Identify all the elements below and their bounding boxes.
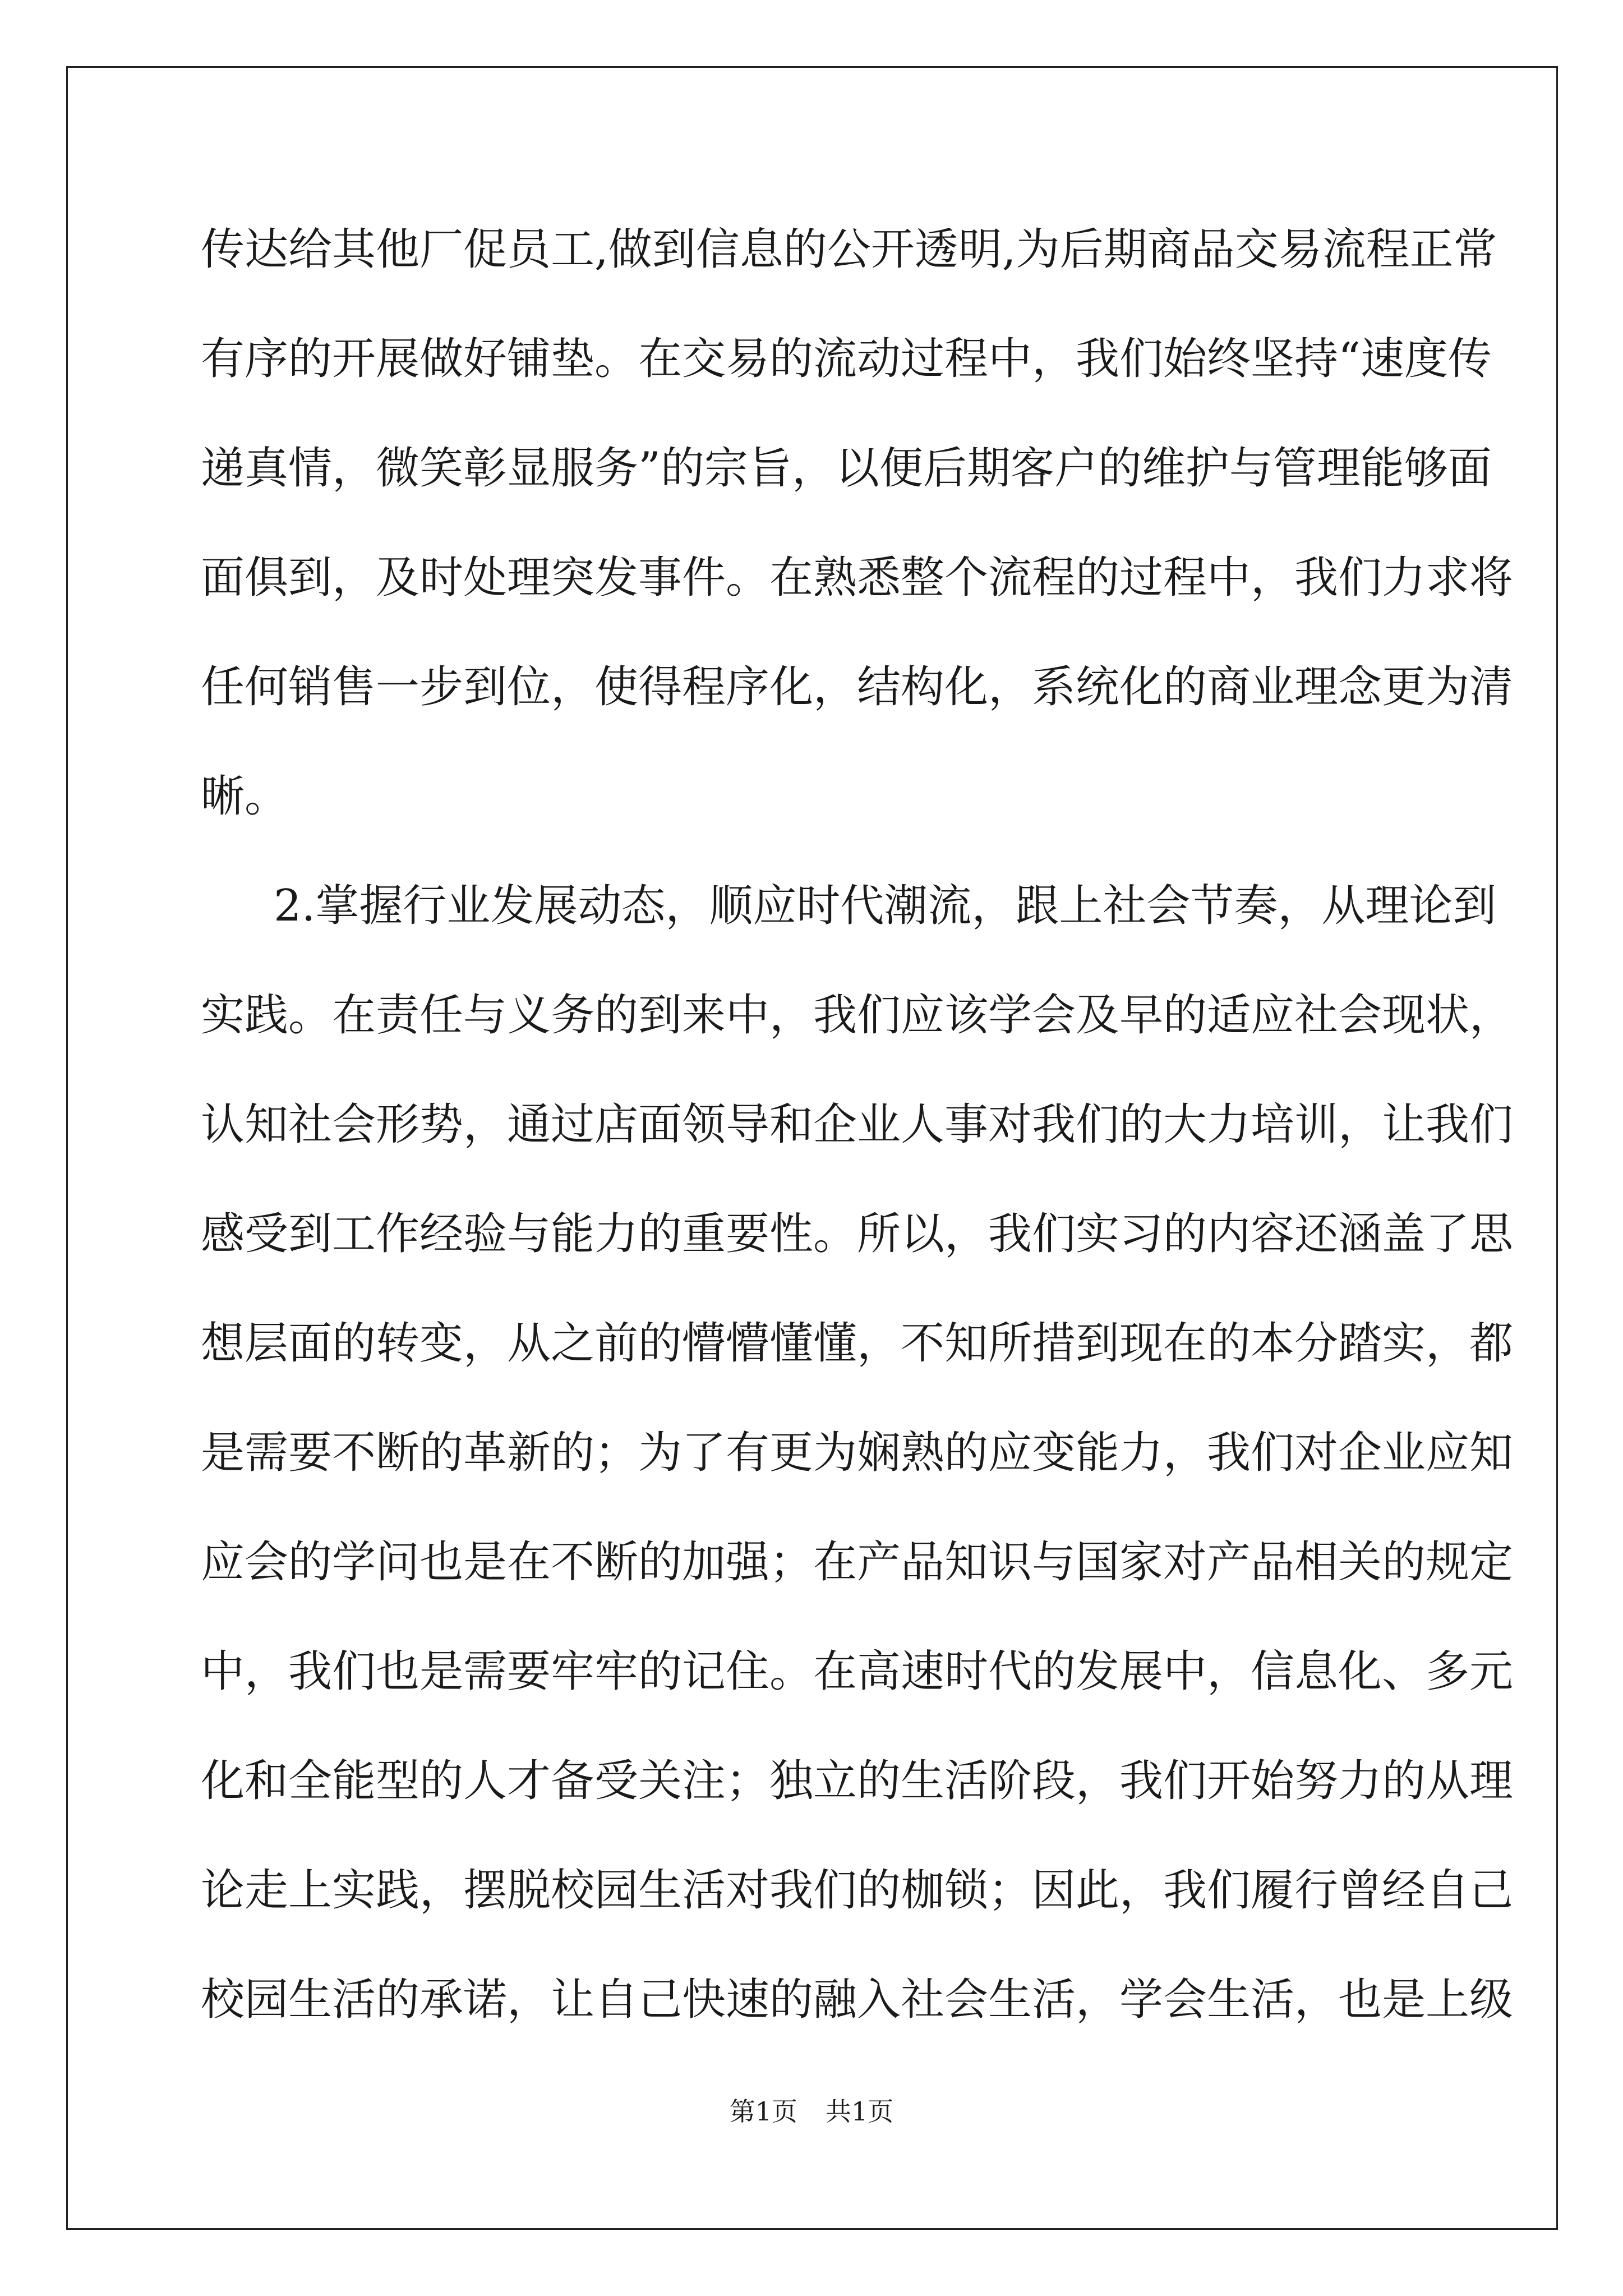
text-line: 想层面的转变，从之前的懵懵懂懂，不知所措到现在的本分踏实，都 <box>201 1318 1514 1369</box>
text-line: 论走上实践，摆脱校园生活对我们的枷锁；因此，我们履行曾经自己 <box>201 1865 1514 1916</box>
text-line: 有序的开展做好铺垫。在交易的流动过程中，我们始终坚持“速度传 <box>201 334 1492 384</box>
text-line: 2.掌握行业发展动态，顺应时代潮流，跟上社会节奏，从理论到 <box>274 881 1497 931</box>
text-line: 化和全能型的人才备受关注；独立的生活阶段，我们开始努力的从理 <box>201 1756 1514 1806</box>
text-line: 是需要不断的革新的；为了有更为娴熟的应变能力，我们对企业应知 <box>201 1428 1514 1478</box>
text-line: 校园生活的承诺，让自己快速的融入社会生活，学会生活，也是上级 <box>201 1975 1514 2025</box>
page-number: 第1页 <box>729 2096 797 2127</box>
text-line: 认知社会形势，通过店面领导和企业人事对我们的大力培训，让我们 <box>201 1099 1514 1150</box>
text-line: 递真情，微笑彰显服务”的宗旨，以便后期客户的维护与管理能够面 <box>201 443 1492 494</box>
text-line: 任何销售一步到位，使得程序化，结构化，系统化的商业理念更为清 <box>201 662 1514 712</box>
text-line: 应会的学问也是在不断的加强；在产品知识与国家对产品相关的规定 <box>201 1537 1514 1588</box>
text-line: 中，我们也是需要牢牢的记住。在高速时代的发展中，信息化、多元 <box>201 1646 1514 1697</box>
text-line: 面俱到，及时处理突发事件。在熟悉整个流程的过程中，我们力求将 <box>201 553 1514 603</box>
text-line: 实践。在责任与义务的到来中，我们应该学会及早的适应社会现状， <box>201 990 1514 1041</box>
page-total: 共1页 <box>826 2096 894 2127</box>
text-line: 晰。 <box>201 771 289 822</box>
page-footer <box>0 2095 1623 2128</box>
text-line: 传达给其他厂促员工,做到信息的公开透明,为后期商品交易流程正常 <box>201 224 1497 275</box>
text-line: 感受到工作经验与能力的重要性。所以，我们实习的内容还涵盖了思 <box>201 1209 1514 1259</box>
